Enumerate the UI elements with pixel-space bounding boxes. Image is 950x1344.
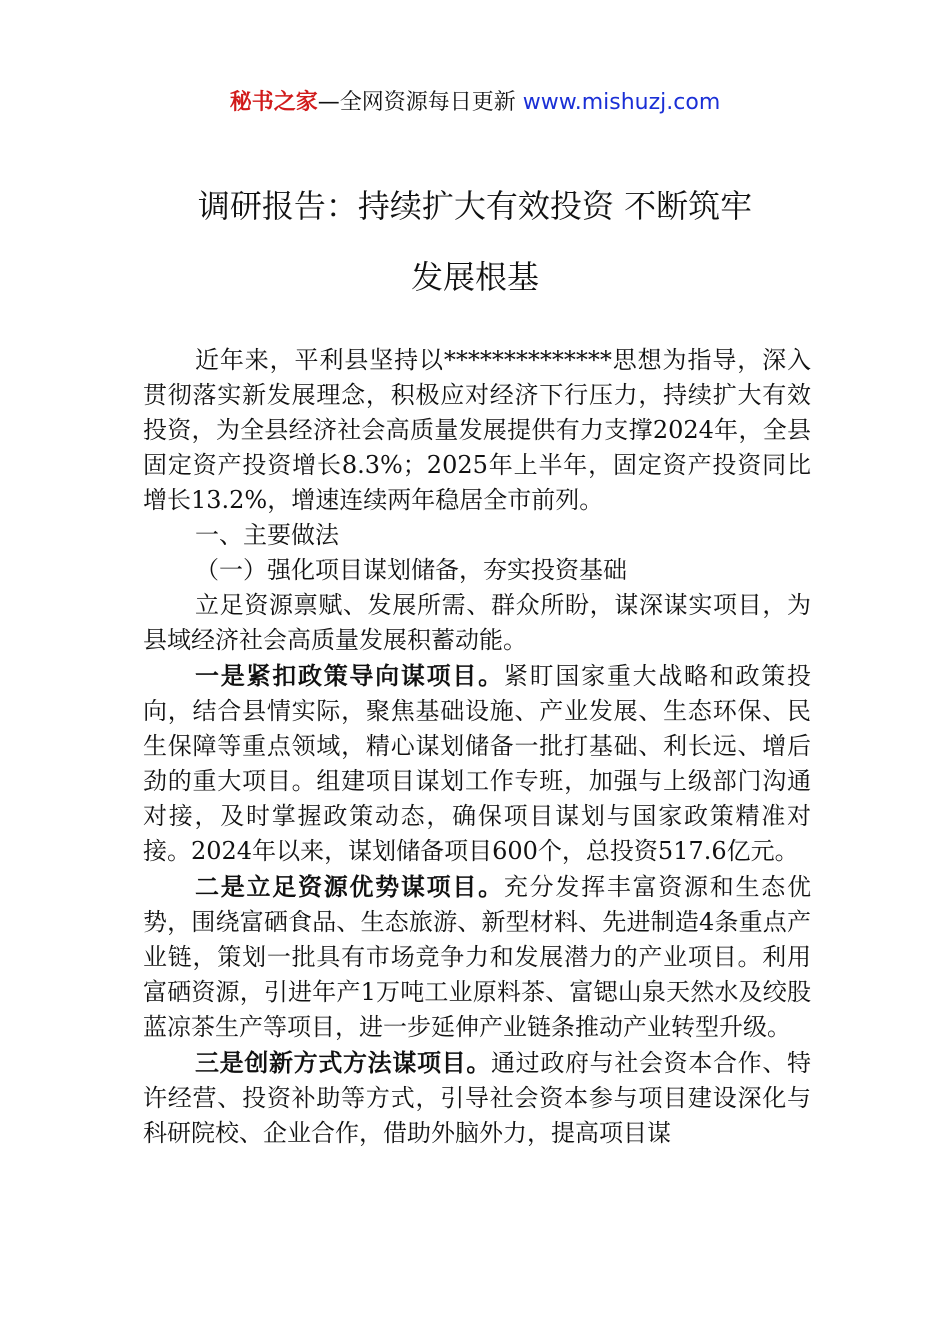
document-title-line-2: 发展根基 (410, 258, 539, 296)
point-2-lead: 二是立足资源优势谋项目。 (195, 872, 504, 901)
point-3-text: 通过政府与社会资本合作、特许经营、投资补助等方式，引导社会资本参与项目建设深化与科研院校、企业合作，借助外脑外力，提高项目谋 (143, 1049, 811, 1147)
document-title-line-1: 调研报告：持续扩大有效投资 不断筑牢 (197, 187, 753, 225)
section-heading: 一、主要做法 (195, 521, 339, 549)
paragraph-point-2 (143, 869, 811, 1045)
paragraph-intro: 近年来，平利县坚持以**************思想为指导，深入贯彻落实新发展理念，积极应对经济下行压力，持续扩大有效投资，为全县经济社会高质量发展提供有力支撑2024年，全县固定资产投资增长8.3%；2025年上半年，固定资产投资同比增长13.2%，增速连续两年稳居全市前列。 (143, 346, 811, 514)
site-tagline: —全网资源每日更新 (317, 90, 516, 115)
point-1-text: 紧盯国家重大战略和政策投向，结合县情实际，聚焦基础设施、产业发展、生态环保、民生保障等重点领域，精心谋划储备一批打基础、利长远、增后劲的重大项目。组建项目谋划工作专班，加强与上级部门沟通对接，及时掌握政策动态，确保项目谋划与国家政策精准对接。2024年以来，谋划储备项目600个，总投资517.6亿元。 (143, 662, 812, 865)
point-2-text: 充分发挥丰富资源和生态优势，围绕富硒食品、生态旅游、新型材料、先进制造4条重点产业链，策划一批具有市场竞争力和发展潜力的产业项目。利用富硒资源，引进年产1万吨工业原料茶、富锶山泉天然水及绞股蓝凉茶生产等项目，进一步延伸产业链条推动产业转型升级。 (143, 873, 812, 1041)
point-1-lead: 一是紧扣政策导向谋项目。 (195, 661, 504, 690)
site-header (0, 86, 950, 120)
document-body (143, 343, 811, 1151)
subsection-heading: （一）强化项目谋划储备，夯实投资基础 (195, 556, 627, 584)
site-brand: 秘书之家 (229, 90, 318, 115)
paragraph-overview: 立足资源禀赋、发展所需、群众所盼，谋深谋实项目，为县域经济社会高质量发展积蓄动能。 (143, 591, 811, 654)
paragraph-point-1 (143, 658, 811, 869)
site-url[interactable]: www.mishuzj.com (522, 90, 721, 115)
point-3-lead: 三是创新方式方法谋项目。 (195, 1048, 491, 1077)
paragraph-point-3 (143, 1045, 811, 1151)
